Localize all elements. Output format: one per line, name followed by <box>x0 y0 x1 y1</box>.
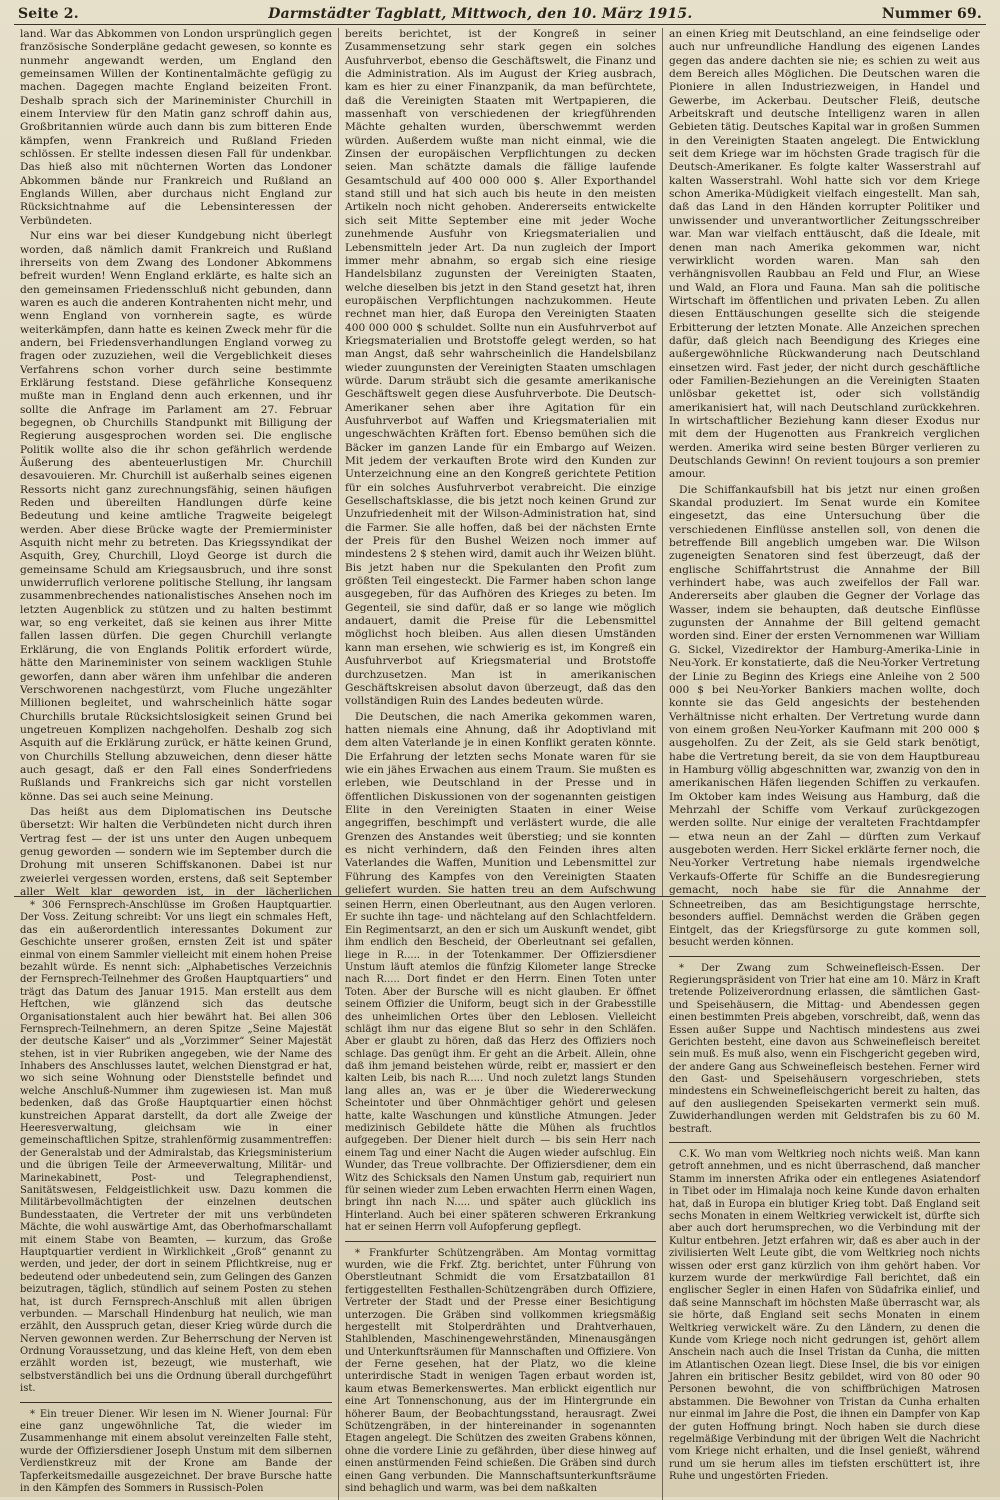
newspaper-title: Darmstädter Tagblatt, Mittwoch, den 10. März 1915. <box>268 6 693 22</box>
article-paragraph: an einen Krieg mit Deutschland, an eine feindselige oder auch nur unfreundliche Handlung des eigenen Landes gegen das andere dachten sie nie; es schien zu weit aus dem Bereich alles Möglichen. Die Deutschen waren die Pioniere in allen Industriezweigen, in Handel und Gewerbe, im Ackerbau. Deutscher Fleiß, deutsche Arbeitskraft und deutsche Intelligenz waren in allen Gebieten tätig. Deutsches Kapital war in großen Summen in den Vereinigten Staaten angelegt. Die Entwicklung seit dem Kriege war im höchsten Grade tragisch für die Deutsch-Amerikaner. Es folgte kalter Wasserstrahl auf kalten Wasserstrahl. Wohl hatte sich vor dem Kriege schon Amerika-Müdigkeit vielfach eingestellt. Man sah, daß das Land in den Händen korrupter Politiker und unwissender und unverantwortlicher Zeitungsschreiber war. Man war vielfach enttäuscht, daß die Ideale, mit denen man nach Amerika gekommen war, nicht verwirklicht worden waren. Man sah den verhängnisvollen Raubbau an Feld und Flur, an Wiese und Wald, an Flora und Fauna. Man sah die politische Wirtschaft im öffentlichen und privaten Leben. Zu allen diesen Enttäuschungen gesellte sich die steigende Erbitterung der letzten Monate. Alle Anzeichen sprechen dafür, daß gleich nach Beendigung des Krieges eine außergewöhnliche Rückwanderung nach Deutschland einsetzen wird. Fast jeder, der nicht durch geschäftliche oder Familien-Beziehungen an die Vereinigten Staaten unlösbar gekettet ist, oder sich vollständig amerikanisiert hat, will nach Deutschland zurückkehren. In wirtschaftlicher Beziehung kann dieser Exodus nur mit dem der Hugenotten aus Frankreich verglichen werden. Amerika wird seine besten Bürger verlieren zu Deutschlands Gewinn! On revient toujours a son premier amour. <box>669 28 980 481</box>
article-paragraph: Die Deutschen, die nach Amerika gekommen waren, hatten niemals eine Ahnung, daß ihr Adoptivland mit dem alten Vaterlande je in einen Konflikt geraten könnte. Die Erfahrung der letzten sechs Monate waren für sie wie ein jähes Erwachen aus einem Traum. Sie mußten es erleben, wie Deutschland in der Presse und in öffentlichen Diskussionen von der sogenannten geistigen Elite in den Vereinigten Staaten in einer Weise angegriffen, beschimpft und verlästert wurde, die alle Grenzen des Anstandes weit überstieg; und sie konnten es nicht verhindern, daß den Feinden ihres alten Vaterlandes die Waffen, Munition und Lebensmittel zur Führung des Kampfes von den Vereinigten Staaten geliefert wurden. Sie hatten treu an dem Aufschwung <box>345 710 656 896</box>
article-paragraph: Das heißt aus dem Diplomatischen ins Deutsche übersetzt: Wir halten die Verbündeten nicht durch ihren Vertrag fest — der ist uns unter den Augen unbequem genug geworden — sondern wie im September durch die Drohung mit unseren Schiffskanonen. Dabei ist nur zweierlei vergessen worden, erstens, daß seit September aller Welt klar geworden ist, in der lächerlichen <box>20 805 332 896</box>
divider <box>345 1241 656 1242</box>
lower-column-3 <box>662 900 986 1500</box>
column-1 <box>14 28 338 896</box>
news-item: * 306 Fernsprech-Anschlüsse im Großen Hauptquartier. Der Voss. Zeitung schreibt: Vor uns liegt ein schmales Heft, das ein außerordentlich interessantes Dokument zur Geschichte unserer großen, ernsten Zeit ist und später einmal von einem Sammler vielleicht mit einem hohen Preise bezahlt würde. Es nennt sich: „Alphabetisches Verzeichnis der Fernsprech-Teilnehmer des Großen Hauptquartiers“ und trägt das Datum des Januar 1915. Man erstellt aus dem Heftchen, wie glänzend sich das deutsche Organisationstalent auch hier bewährt hat. Bei allen 306 Fernsprech-Teilnehmern, an deren Spitze „Seine Majestät der deutsche Kaiser“ und als „Vorzimmer“ Seiner Majestät stehen, ist in vier Rubriken angegeben, wie der Name des Inhabers des Anschlusses lautet, welchen Dienstgrad er hat, wo sich seine Wohnung oder Dienststelle befindet und welche Anschluß-Nummer ihm zugewiesen ist. Man muß bedenken, daß das Große Hauptquartier einen höchst kunstreichen Apparat darstellt, da dort alle Zweige der Heeresverwaltung, gleichsam wie in einer gemeinschaftlichen Spitze, strahlenförmig zusammentreffen: der Generalstab und der Admiralstab, das Kriegsministerium und die übrigen Teile der Armeeverwaltung, Militär- und Marinekabinett, Post- und Telegraphendienst, Sanitätswesen, Feldgeistlichkeit usw. Dazu kommen die Militärbevollmächtigten der einzelnen deutschen Bundesstaaten, die Vertreter der mit uns verbündeten Mächte, die wohl auswärtige Amt, das Oberhofmarschallamt mit einem Stabe von Beamten, — kurzum, das Große Hauptquartier verdient in Wirklichkeit „Groß“ genannt zu werden, und jeder, der dort in seinem Pflichtkreise, nug er bedeutend oder unbedeutend sein, zum Gelingen des Ganzen beizutragen, täglich, stündlich auf seinem Posten zu stehen hat, ist durch Fernsprech-Anschluß mit allen übrigen verbunden. — Marschall Hindenburg hat neulich, wie man erzählt, den Ausspruch getan, dieser Krieg würde durch die Nerven gewonnen werden. Zur Beherrschung der Nerven ist Ordnung Voraussetzung, und das kleine Heft, von dem eben erzählt worden ist, bezeugt, wie musterhaft, wie selbstverständlich bei uns die Ordnung überall durchgeführt ist. <box>20 900 332 1395</box>
article-paragraph: Die Schiffankaufsbill hat bis jetzt nur einen großen Skandal produziert. Im Senat wurde ein Komitee eingesetzt, das eine Untersuchung über die verschiedenen Einflüsse anstellen soll, von denen die betreffende Bill angeblich umgeben war. Die Wilson zugeneigten Senatoren sind fest überzeugt, daß der englische Schiffahrtstrust die Annahme der Bill verhindert habe, was auch zweifellos der Fall war. Andererseits aber glauben die Gegner der Vorlage das Wasser, indem sie behaupten, daß deutsche Einflüsse zugunsten der Annahme der Bill geltend gemacht worden sind. Einer der ersten Vernommenen war William G. Sickel, Vizedirektor der Hamburg-Amerika-Linie in Neu-York. Er konstatierte, daß die Neu-Yorker Vertretung der Linie zu Beginn des Kriegs eine Anleihe von 2 500 000 $ bei Neu-Yorker Bankiers machen wollte, doch konnte sie das Geld angesichts der bestehenden Verhältnisse nicht erhalten. Der Vertretung wurde dann von einem großen Neu-Yorker Kaufmann mit 200 000 $ ausgeholfen. Zu der Zeit, als sie Geld stark benötigt, habe die Vertretung bereit, da sie von dem Hauptbureau in Hamburg völlig abgeschnitten war, zwanzig von den in amerikanischen Häfen liegenden Schiffen zu verkaufen. Im Oktober kam indes Weisung aus Hamburg, daß die Mehrzahl der Schiffe vom Verkauf zurückgezogen werden sollte. Nur einige der veralteten Frachtdampfer — etwa neun an der Zahl — dürften zum Verkauf ausgeboten werden. Herr Sickel erklärte ferner noch, die Neu-Yorker Vertretung habe niemals irgendwelche Verkaufs-Offerte für Schiffe an die Bundesregierung gemacht, noch habe sie für die Annahme der <box>669 483 980 896</box>
divider <box>669 1142 980 1143</box>
article-paragraph: land. War das Abkommen von London ursprünglich gegen französische Sonderpläne gedacht gewesen, so konnte es nunmehr angewandt werden, um England den gemeinsamen Willen der Kontinentalmächte gefügig zu machen. Dagegen machte England beizeiten Front. Deshalb sprach sich der Marineminister Churchill in einem Interview für den Matin ganz schroff dahin aus, Großbritannien würde auch dann bis zum bitteren Ende kämpfen, wenn Frankreich und Rußland Frieden schlössen. Er stellte indessen diesen Fall für undenkbar. Das hieß also mit nüchternen Worten das Londoner Abkommen bände nur Frankreich und Rußland an Englands Willen, aber durchaus nicht England zur Rücksichtnahme auf die Lebensinteressen der Verbündeten. <box>20 28 332 227</box>
column-3 <box>662 28 986 896</box>
column-2 <box>338 28 662 896</box>
feuilleton-section <box>14 900 986 1500</box>
news-item: * Der Zwang zum Schweinefleisch-Essen. Der Regierungspräsident von Trier hat eine am 10. März in Kraft tretende Polizeiverordnung erlassen, die sämtlichen Gast- und Speisehäusern, die Mittag- und Abendessen gegen einen bestimmten Preis abgeben, vorschreibt, daß, wenn das Essen außer Suppe und Nachtisch mindestens aus zwei Gerichten besteht, eine davon aus Schweinefleisch bereitet sein muß. Es muß also, wenn ein Fischgericht gegeben wird, der andere Gang aus Schweinefleisch bestehen. Ferner wird den Gast- und Speisehäusern vorgeschrieben, stets mindestens ein Schweinefleischgericht bereit zu halten, das auf den ausliegenden Speisekarten vermerkt sein muß. Zuwiderhandlungen werden mit Geldstrafen bis zu 60 M. bestraft. <box>669 962 980 1135</box>
news-item: seinen Herrn, einen Oberleutnant, aus den Augen verloren. Er suchte ihn tage- und nächtelang auf den Schlachtfeldern. Ein Regimentsarzt, an den er sich um Auskunft wendet, gibt ihm endlich den Bescheid, der Oberleutnant sei gefallen, liege in R..... in der Totenkammer. Der Offiziersdiener Unstum läuft atemlos die fünfzig Kilometer lange Strecke nach R..... Dort findet er den Herrn. Einen Toten unter Toten. Aber der Bursche will es nicht glauben. Er öffnet seinem Offizier die Uniform, beugt sich in der Grabesstille des unheimlichen Ortes über den Leblosen. Vielleicht schlägt ihm nur das eigene Blut so sehr in den Schläfen. Aber er glaubt zu hören, daß das Herz des Offiziers noch schlage. Das genügt ihm. Er geht an die Arbeit. Allein, ohne daß ihm jemand beistehen würde, reibt er, massiert er den kalten Leib, bis nach R..... Und noch zuletzt langs Stunden lang alles an, was er je über die Wiedererweckung Scheintoter und über Ohnmächtiger gehört und gelesen hatte, kalte Waschungen und künstliche Atmungen. Jeder medizinisch Gebildete hätte die Mühen als fruchtlos aufgegeben. Der Diener hielt durch — bis sein Herr nach einem Tag und einer Nacht die Augen wieder aufschlug. Ein Wunder, das Treue vollbrachte. Der Offiziersdiener, dem ein Witz des Schicksals den Namen Unstum gab, requiriert nun für seinen wieder zum Leben erwachten Herrn einen Wagen, bringt ihn nach N..... und später auch glücklich ins Hinterland. Auch bei einer späteren schweren Erkrankung hat er seinen Herrn voll Aufopferung gepflegt. <box>345 900 656 1234</box>
divider <box>20 1402 332 1403</box>
news-item: C.K. Wo man vom Weltkrieg noch nichts weiß. Man kann getroft annehmen, und es nicht überraschend, daß mancher Stamm im innersten Afrika oder ein entlegenes Asiatendorf in Tibet oder im Himalaja noch keine Kunde davon erhalten hat, daß in Europa ein blutiger Krieg tobt. Daß England seit sechs Monaten in einem Weltkrieg verwickelt ist, dürfte sich aber auch dort herumsprechen, wo die Verbindung mit der Kultur entbehren. Jetzt erfahren wir, daß es aber auch in der zivilisierten Welt Leute gibt, die vom Weltkrieg noch nichts wissen oder erst ganz kürzlich von ihm gehört haben. Vor kurzem wurde der merkwürdige Fall berichtet, daß ein englischer Segler in einen Hafen von Südafrika einlief, und daß seine Mannschaft im höchsten Maße überrascht war, als sie hörte, daß England seit sechs Monaten in einem Weltkrieg verwickelt wäre. Zu den Ländern, zu denen die Kunde vom Kriege noch nicht gedrungen ist, gehört allem Anschein nach auch die Insel Tristan da Cunha, die mitten im Atlantischen Ozean liegt. Diese Insel, die bis vor einigen Jahren ein britischer Besitz gebildet, wird von 80 oder 90 Personen bewohnt, die von schiffbrüchigen Matrosen abstammen. Die Bewohner von Tristan da Cunha erhalten nur einmal im Jahre die Post, die ihnen ein Dampfer von Kap der guten Hoffnung bringt. Noch haben sie durch diese regelmäßige Verbindung mit der übrigen Welt die Nachricht vom Kriege nicht erhalten, und die Insel genießt, während rund um sie herum alles im tiefsten erschüttert ist, ihre Ruhe und ungestörten Frieden. <box>669 1149 980 1483</box>
news-item: Schneetreiben, das am Besichtigungstage herrschte, besonders auffiel. Demnächst werden die Gräben gegen Eintgelt, das der Kriegsfürsorge zu gute kommen soll, besucht werden können. <box>669 900 980 949</box>
divider <box>669 956 980 957</box>
masthead <box>14 6 986 25</box>
page-number: Seite 2. <box>18 6 79 22</box>
article-paragraph: bereits berichtet, ist der Kongreß in seiner Zusammensetzung sehr stark gegen ein solches Ausfuhrverbot, ebenso die Geschäftswelt, die Finanz und die Administration. Als im August der Krieg ausbrach, kam es hier zu einer Finanzpanik, da man befürchtete, daß die Vereinigten Staaten mit Wertpapieren, die massenhaft von verschiedenen der kriegführenden Mächte gehalten wurden, überschwemmt werden würden. Außerdem wußte man nicht einmal, wie die Zinsen der europäischen Verpflichtungen zu decken seien. Man schätzte damals die fällige laufende Gesamtschuld auf 400 000 000 $. Aller Exporthandel stand still und hat sich auch bis heute in den meisten Artikeln noch nicht gehoben. Andererseits entwickelte sich seit Mitte September eine mit jeder Woche zunehmende Ausfuhr von Kriegsmaterialien und Lebensmitteln jeder Art. Da nun zugleich der Import immer mehr abnahm, so ergab sich eine riesige Handelsbilanz zugunsten der Vereinigten Staaten, welche dieselben bis jetzt in den Stand gesetzt hat, ihren europäischen Verpflichtungen nachzukommen. Heute rechnet man hier, daß Europa den Vereinigten Staaten 400 000 000 $ schuldet. Sollte nun ein Ausfuhrverbot auf Kriegsmaterialien und Brotstoffe gelegt werden, so hat man Angst, daß sehr wahrscheinlich die Handelsbilanz wieder zuungunsten der Vereinigten Staaten umschlagen würde. Darum sträubt sich die gesamte amerikanische Geschäftswelt gegen diese Ausfuhrverbote. Die Deutsch-Amerikaner sehen aber ihre Agitation für ein Ausfuhrverbot auf Waffen und Kriegsmaterialien mit ungeschwächten Kräften fort. Ebenso bemühen sich die Bäcker im ganzen Lande für ein Embargo auf Weizen. Mit jedem der verkauften Brote wird den Kunden zur Unterzeichnung eine an den Kongreß gerichtete Petition für ein solches Ausfuhrverbot verabreicht. Die einzige Gesellschaftsklasse, die bis jetzt noch keinen Grund zur Unzufriedenheit mit der Wilson-Administration hat, sind die Farmer. Sie alle hoffen, daß bei der nächsten Ernte der Preis für den Bushel Weizen noch immer auf mindestens 2 $ stehen wird, damit auch ihr Weizen blüht. Bis jetzt haben nur die Spekulanten den Profit zum größten Teil eingesteckt. Die Farmer haben schon lange ausgegeben, für das Aufhören des Krieges zu beten. Im Gegenteil, sie sind dafür, daß er so lange wie möglich andauert, damit die Preise für die Lebensmittel möglichst hoch bleiben. Aus allen diesen Umständen kann man ersehen, wie schwierig es ist, im Kongreß ein Ausfuhrverbot auf Kriegsmaterial und Brotstoffe durchzusetzen. Man ist in amerikanischen Geschäftskreisen absolut davon überzeugt, daß das den vollständigen Ruin des Landes bedeuten würde. <box>345 28 656 708</box>
issue-number: Nummer 69. <box>881 6 982 22</box>
lower-column-1 <box>14 900 338 1500</box>
news-item: * Ein treuer Diener. Wir lesen im N. Wiener Journal: Für eine ganz ungewöhnliche Tat, die wieder im Zusammenhange mit einem absolut vereinzelten Falle steht, wurde der Offiziersdiener Joseph Unstum mit dem silbernen Verdienstkreuz mit der Krone am Bande der Tapferkeitsmedaille ausgezeichnet. Der brave Bursche hatte in den Kämpfen des Sommers in Russisch-Polen <box>20 1408 332 1494</box>
article-paragraph: Nur eins war bei dieser Kundgebung nicht überlegt worden, daß nämlich damit Frankreich und Rußland ihrerseits von dem Zwang des Londoner Abkommens befreit wurden! Wenn England erklärte, es halte sich an den gemeinsamen Friedensschluß nicht gebunden, dann waren es auch die anderen Kontrahenten nicht mehr, und wenn England von vornherein sagte, es würde weiterkämpfen, dann hatte es keinen Zweck mehr für die andern, bei Friedensverhandlungen England vorweg zu fragen oder zuzuziehen, weil die Vergeblichkeit dieses Verfahrens schon vorher durch seine bestimmte Erklärung feststand. Diese gefährliche Konsequenz mußte man in England denn auch erkennen, und ihr sollte die Anfrage im Parlament am 27. Februar begegnen, ob Churchills Standpunkt mit Billigung der Regierung ausgesprochen worden sei. Die englische Politik wollte also die ihr schon gefährlich werdende Äußerung des abenteuerlustigen Mr. Churchill desavouieren. Mr. Churchill ist außerhalb seines eigenen Ressorts nicht ganz zurechnungsfähig, seinen häufigen Reden und übereilten Handlungen dürfe keine Bedeutung und keine amtliche Tragweite beigelegt werden. Aber diese Brücke wagte der Premierminister Asquith nicht mehr zu betreten. Das Kriegssyndikat der Asquith, Grey, Churchill, Lloyd George ist durch die gemeinsame Schuld am Kriegsausbruch, und ihre sonst unwiderruflich verlorene politische Stellung, ihr langsam zusammenbrechendes nationalistisches Ansehen noch im letzten Augenblick zu stützen und zu halten bestimmt war, so eng verkeitet, daß sie keinen aus ihrer Mitte fallen lassen dürfen. Die gegen Churchill verlangte Erklärung, die von Englands Politik erfordert würde, hätte den Marineminister von seinem wackligen Stuhle geworfen, dann aber wären ihm unfehlbar die anderen Verschworenen nachgestürzt, vom Fluche ungezählter Millionen begleitet, und wahrscheinlich hätte sogar Churchills brutale Rücksichtslosigkeit seinen Grund bei ungetreuen Komplizen nachgeholfen. Deshalb zog sich Asquith auf die Erklärung zurück, er hätte keinen Grund, von Churchills Stellung abzuweichen, denn dieser hätte auch gesagt, daß er den Fall eines Sonderfriedens Rußlands und Frankreichs sich gar nicht vorstellen könne. Das sei auch seine Meinung. <box>20 230 332 803</box>
upper-section <box>14 28 986 897</box>
lower-column-2 <box>338 900 662 1500</box>
news-item: * Frankfurter Schützengräben. Am Montag vormittag wurden, wie die Frkf. Ztg. berichtet, unter Führung von Oberstleutnant Schmidt die vom Ersatzbataillon 81 fertiggestellten Festhallen-Schützengräben durch Offiziere, Vertreter der Stadt und der Presse einer Besichtigung unterzogen. Die Gräben sind vollkommen kriegsmäßig hergestellt mit Stolperdrähten und Drahtverhauen, Stahlblenden, Maschinengewehrständen, Minenausgängen und Unterkunftsräumen für Mannschaften und Offiziere. Von der Ferne gesehen, hat der Platz, wo die kleine unterirdische Stadt in wenigen Tagen erbaut worden ist, kaum etwas Bemerkenswertes. Man erblickt eigentlich nur eine Art Tonnenschonung, aus der im Hintergrunde ein höherer Baum, der Beobachtungsstand, herausragt. Zwei Schützengräben, in der hintereinander in sogenannten Etagen angelegt. Die Schützen des zweiten Grabens können, ohne die vordere Linie zu gefährden, über diese hinweg auf einen anstürmenden Feind schießen. Die Gräben sind durch einen Gang verbunden. Die Mannschaftsunterkunftsräume sind behaglich und warm, was bei dem naßkalten <box>345 1247 656 1494</box>
